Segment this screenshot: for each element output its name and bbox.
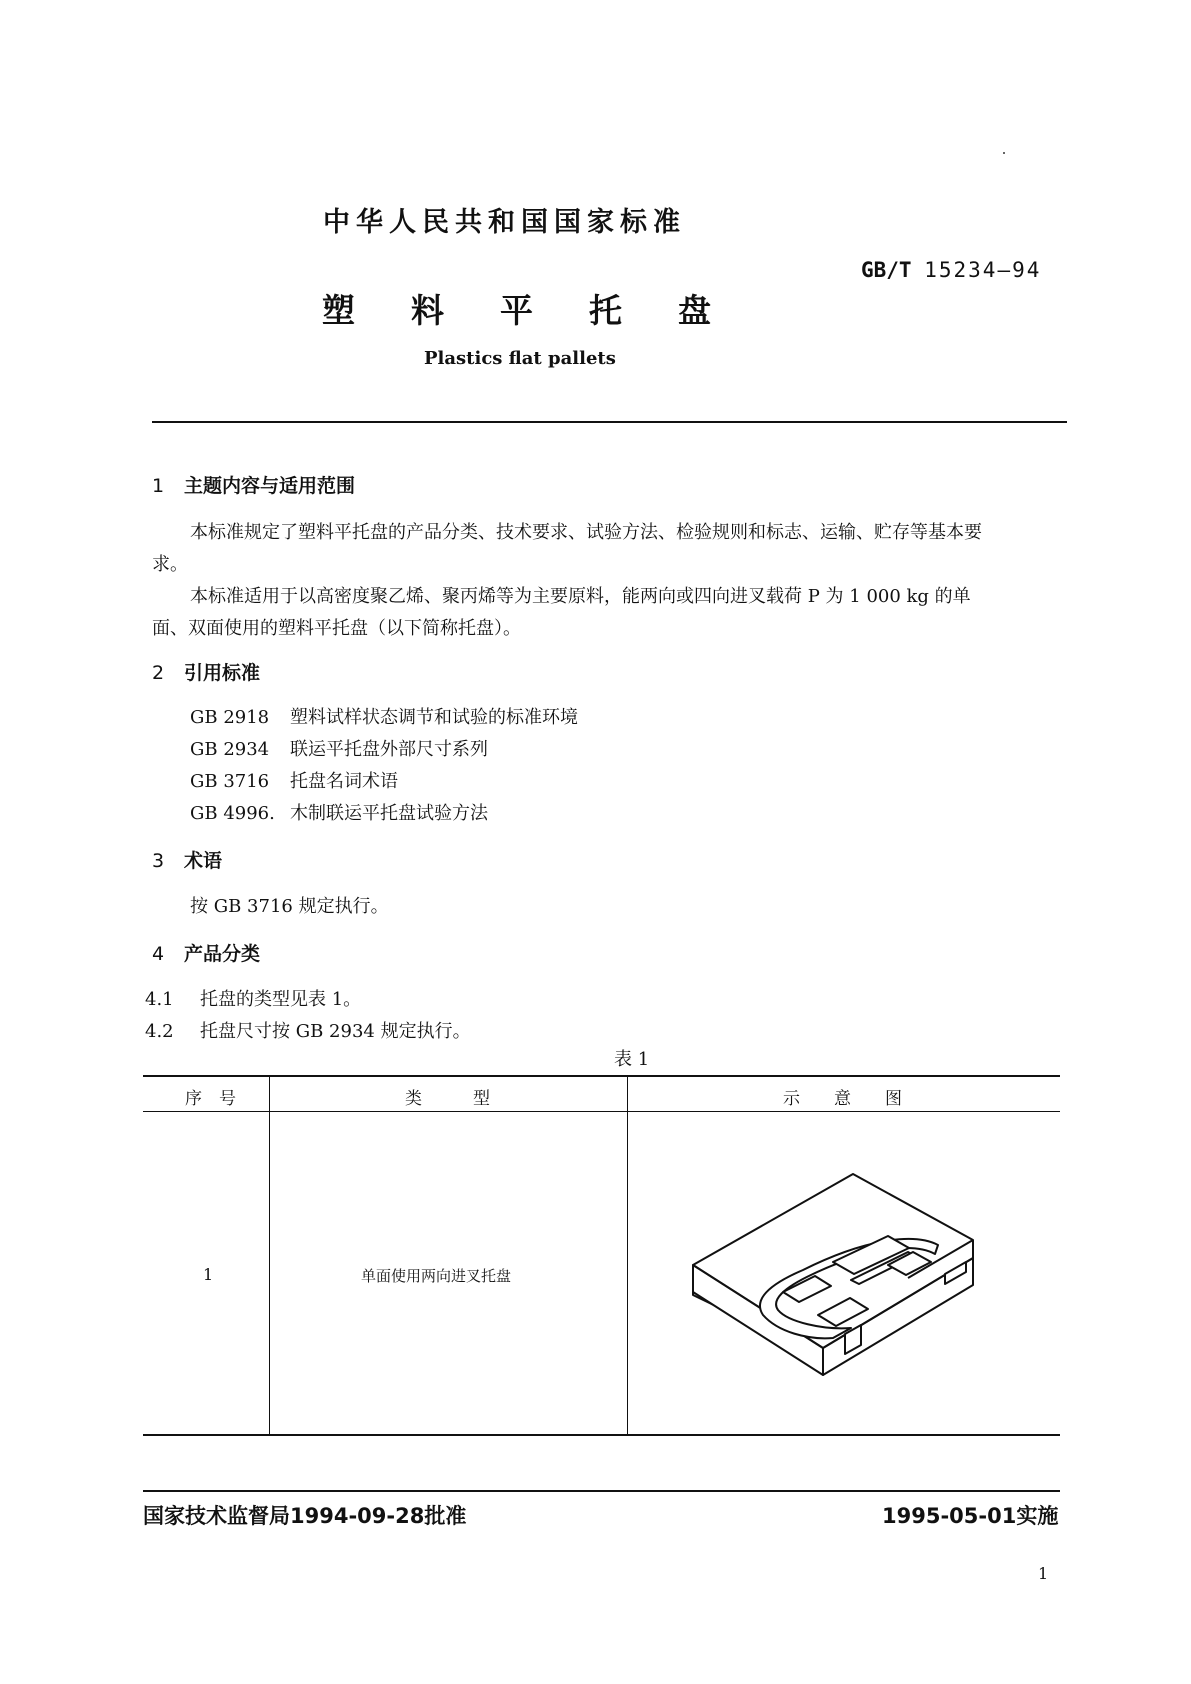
clause-text: 托盘尺寸按 GB 2934 规定执行。 [200,1021,471,1042]
section-2-heading [152,658,260,685]
table-column-divider [269,1075,270,1436]
reference-item [190,767,398,793]
reference-title: 联运平托盘外部尺寸系列 [290,739,488,760]
table-cell-type: 单面使用两向进叉托盘 [361,1267,512,1285]
table-header-no: 序 号 [185,1089,236,1109]
section-number: 1 [152,475,165,497]
section-3-heading [152,846,222,873]
reference-item [190,735,488,761]
reference-item [190,799,488,825]
table-top-rule [143,1075,1060,1077]
section-title: 引用标准 [184,662,261,684]
document-title-cn: 塑料平托盘 [322,291,767,330]
table-caption: 表 1 [614,1049,650,1070]
section-title: 产品分类 [184,943,261,965]
reference-code: GB 2918 [190,707,270,728]
section-1-heading [152,471,355,498]
section-1-para-1-line-2: 求。 [152,554,188,575]
approval-text: 国家技术监督局1994-09-28批准 [143,1504,467,1528]
section-title: 术语 [184,850,223,872]
section-4-heading [152,939,260,966]
clause-number: 4.1 [145,989,174,1010]
reference-item [190,703,578,729]
reference-code: GB 2934 [190,739,270,760]
table-header-rule [143,1111,1060,1112]
section-1-para-1-line-1: 本标准规定了塑料平托盘的产品分类、技术要求、试验方法、检验规则和标志、运输、贮存等基本要 [190,522,982,543]
table-cell-no: 1 [203,1265,214,1284]
clause-4-2 [145,1017,471,1043]
table-header-diagram: 示 意 图 [783,1089,902,1109]
section-1-para-2-line-1: 本标准适用于以高密度聚乙烯、聚丙烯等为主要原料，能两向或四向进叉载荷 P 为 1 000 kg 的单 [190,586,971,607]
footer-divider [143,1490,1060,1492]
header-divider [152,421,1067,423]
table-column-divider [627,1075,628,1436]
section-number: 2 [152,662,165,684]
clause-4-1 [145,985,361,1011]
reference-code: GB 4996. [190,803,275,824]
table-header-type: 类 型 [405,1089,490,1109]
reference-title: 托盘名词术语 [290,771,398,792]
implementation-text: 1995-05-01实施 [882,1504,1059,1528]
table-1 [143,1075,1060,1436]
clause-number: 4.2 [145,1021,174,1042]
section-number: 4 [152,943,165,965]
pallet-diagram-icon [683,1170,1013,1395]
reference-title: 塑料试样状态调节和试验的标准环境 [290,707,578,728]
clause-text: 托盘的类型见表 1。 [200,989,362,1010]
page-number: 1 [1038,1564,1049,1583]
standard-code: 15234—94 [924,258,1042,282]
standard-prefix: GB/T [861,258,912,282]
reference-title: 木制联运平托盘试验方法 [290,803,488,824]
national-standard-heading: 中华人民共和国国家标准 [323,207,686,238]
reference-code: GB 3716 [190,771,270,792]
standard-number [861,258,1041,282]
section-3-text: 按 GB 3716 规定执行。 [190,896,389,917]
section-number: 3 [152,850,165,872]
scan-speck [1003,152,1005,154]
section-1-para-2-line-2: 面、双面使用的塑料平托盘（以下简称托盘）。 [152,618,521,639]
section-title: 主题内容与适用范围 [184,475,356,497]
table-bottom-rule [143,1434,1060,1436]
document-title-en: Plastics flat pallets [424,348,616,369]
